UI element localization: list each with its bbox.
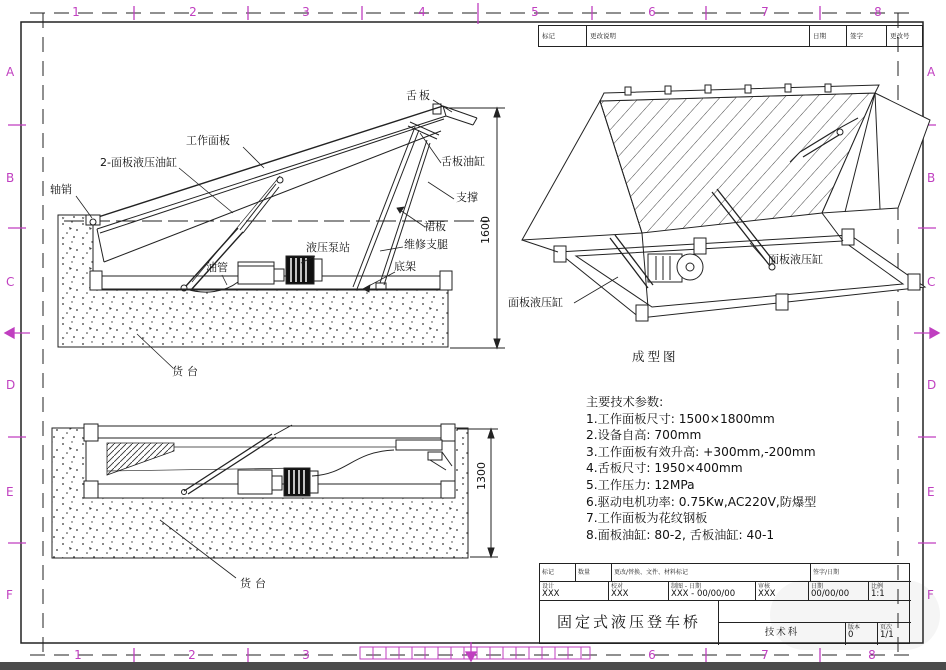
zone-row-a-left: A xyxy=(6,65,15,79)
zone-col-7-top: 7 xyxy=(761,5,769,19)
zone-row-c-left: C xyxy=(6,275,15,289)
zone-row-d-right: D xyxy=(927,378,937,392)
dim-text-1300: 1300 xyxy=(475,462,488,490)
stored-view-drawing xyxy=(52,424,498,578)
zone-row-b-left: B xyxy=(6,171,15,185)
zone-col-8-top: 8 xyxy=(874,5,882,19)
screen-bottom-bar xyxy=(0,662,946,670)
iso-view-drawing xyxy=(522,84,930,321)
tb-design: 设计 XXX xyxy=(540,582,609,601)
label-deck-cylinders: 2-面板液压油缸 xyxy=(100,156,177,169)
zone-col-8-bottom: 8 xyxy=(868,648,876,662)
tech-line-2: 2.设备自高: 700mm xyxy=(586,428,702,443)
tb-scale: 比例 1:1 xyxy=(869,582,911,601)
label-tongue-cylinder: 舌板油缸 xyxy=(441,155,485,168)
tb-draw-date: 制图 - 日期 XXX - 00/00/00 xyxy=(669,582,756,601)
zone-row-f-left: F xyxy=(6,588,13,602)
tb-review: 审核 XXX xyxy=(756,582,809,601)
tb-mark-header: 标记 xyxy=(540,564,576,582)
label-dock-platform-1: 货台 xyxy=(172,365,202,378)
zone-col-1-bottom: 1 xyxy=(74,648,82,662)
zone-row-f-right: F xyxy=(927,588,934,602)
rev-cell-desc: 更改说明 xyxy=(586,26,809,46)
zone-col-2-top: 2 xyxy=(189,5,197,19)
zone-col-4-top: 4 xyxy=(418,5,426,19)
side-view-drawing xyxy=(58,100,505,368)
zone-col-2-bottom: 2 xyxy=(188,648,196,662)
zone-col-7-bottom: 7 xyxy=(761,648,769,662)
tb-check: 校对 XXX xyxy=(609,582,669,601)
tech-line-8: 8.面板油缸: 80-2, 舌板油缸: 40-1 xyxy=(586,527,775,542)
label-service-legs: 维修支腿 xyxy=(404,238,448,251)
drawing-title: 固定式液压登车桥 xyxy=(540,601,719,645)
label-oil-pipe: 油管 xyxy=(206,261,228,274)
tb-qty-header: 数量 xyxy=(576,564,612,582)
label-dock-platform-2: 货台 xyxy=(240,577,270,590)
tech-line-5: 5.工作压力: 12MPa xyxy=(586,477,695,492)
tb-version: 版本 0 xyxy=(846,623,878,645)
label-work-deck: 工作面板 xyxy=(186,134,230,147)
zone-row-c-right: C xyxy=(927,275,936,289)
iso-view-caption: 成型图 xyxy=(632,349,679,364)
zone-row-a-right: A xyxy=(927,65,936,79)
zone-col-1-top: 1 xyxy=(72,5,80,19)
zone-col-6-bottom: 6 xyxy=(648,648,656,662)
zone-col-3-top: 3 xyxy=(302,5,310,19)
dim-1600 xyxy=(446,108,505,348)
zone-row-e-right: E xyxy=(927,485,935,499)
zone-row-b-right: B xyxy=(927,171,936,185)
rev-cell-change-no: 更改号 xyxy=(886,26,924,46)
label-tongue-plate: 舌板 xyxy=(406,89,432,102)
tb-blank-cell xyxy=(719,601,911,623)
revision-strip xyxy=(538,25,923,47)
tech-line-6: 6.驱动电机功率: 0.75Kw,AC220V,防爆型 xyxy=(586,494,817,509)
technical-parameters xyxy=(586,394,816,543)
dim-text-1600: 1600 xyxy=(479,216,492,244)
tech-line-1: 1.工作面板尺寸: 1500×1800mm xyxy=(586,411,775,426)
tech-line-3: 3.工作面板有效升高: +300mm,-200mm xyxy=(586,444,816,459)
zone-col-6-top: 6 xyxy=(648,5,656,19)
zone-row-e-left: E xyxy=(6,485,14,499)
tech-title: 主要技术参数: xyxy=(586,395,664,409)
tb-department: 技术科 xyxy=(719,623,846,645)
label-panel-cylinder-right: 面板液压缸 xyxy=(768,253,823,266)
rev-cell-mark: 标记 xyxy=(542,32,555,40)
label-pivot-pin: 轴销 xyxy=(50,183,72,196)
tb-sign-date-header: 签字/日期 xyxy=(811,564,911,582)
zone-col-3-bottom: 3 xyxy=(302,648,310,662)
label-pump-station: 液压泵站 xyxy=(306,241,350,254)
zone-row-d-left: D xyxy=(6,378,16,392)
rev-cell-date: 日期 xyxy=(809,26,846,46)
title-block xyxy=(539,563,910,644)
tb-sheet: 页次 1/1 xyxy=(880,624,894,640)
rev-cell-sign: 签字 xyxy=(846,26,886,46)
tb-change-header: 更改/替换、文件、材料标记 xyxy=(612,564,811,582)
label-panel-cylinder-left: 面板液压缸 xyxy=(508,296,563,309)
label-support: 支撑 xyxy=(456,191,478,204)
label-base-frame: 底架 xyxy=(394,260,416,273)
tb-date: 日期 00/00/00 xyxy=(809,582,869,601)
label-skirt: 裙板 xyxy=(424,220,446,233)
tech-line-7: 7.工作面板为花纹钢板 xyxy=(586,511,708,526)
tech-line-4: 4.舌板尺寸: 1950×400mm xyxy=(586,461,743,476)
zone-col-5-top: 5 xyxy=(531,5,539,19)
